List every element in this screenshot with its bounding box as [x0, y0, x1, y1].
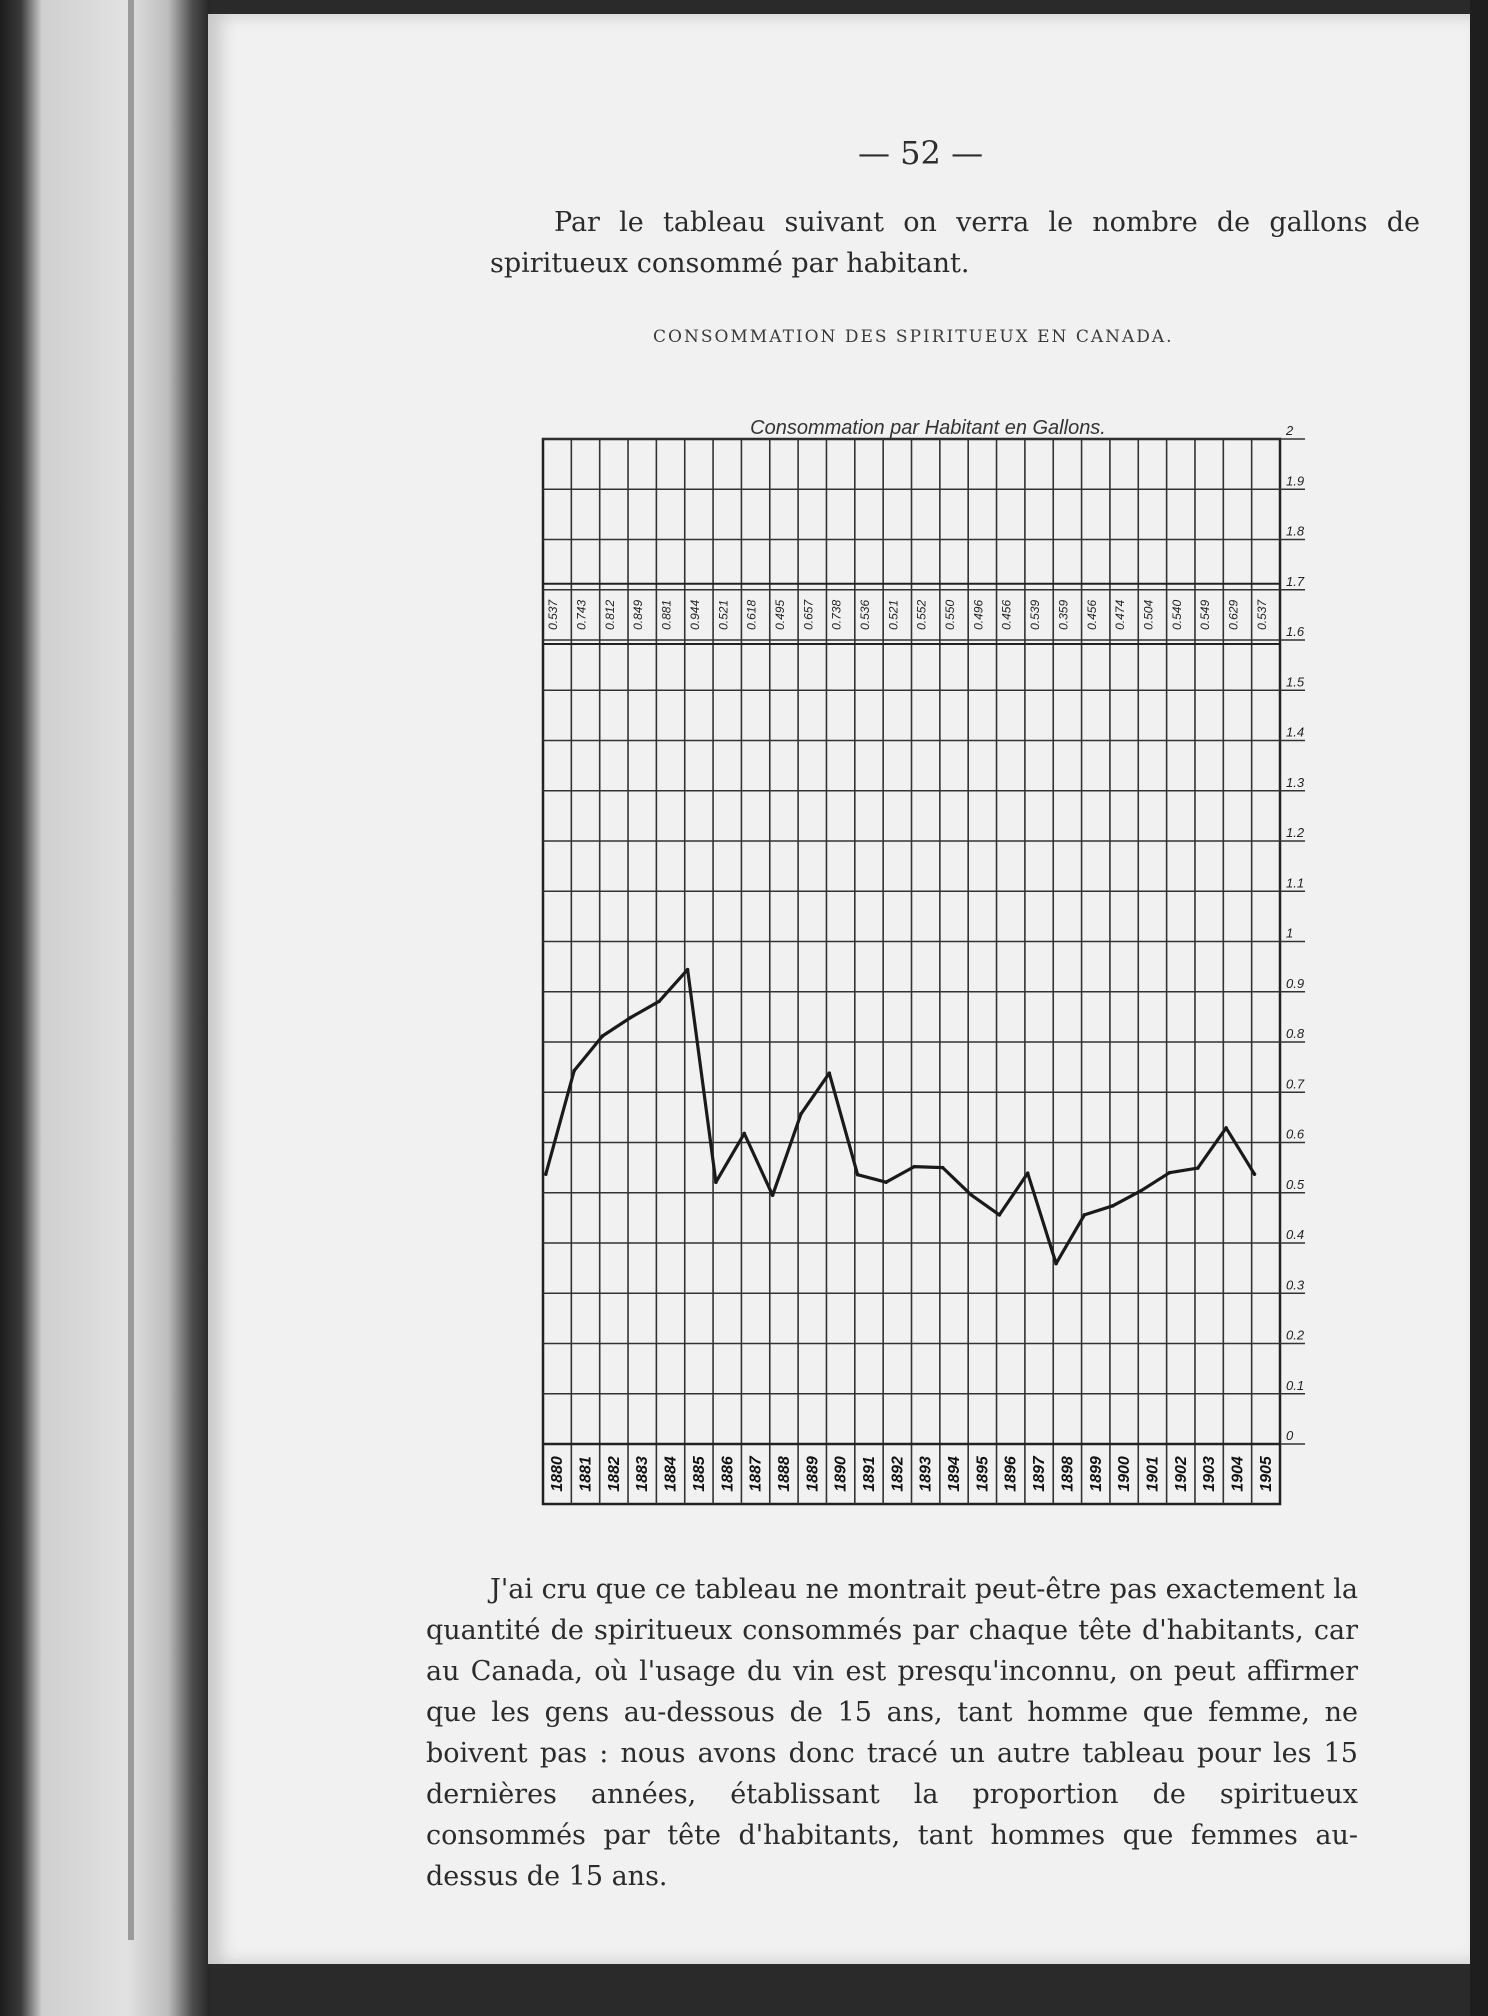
- data-point: [998, 1213, 1002, 1217]
- x-tick-label: 1893: [917, 1456, 935, 1492]
- data-point: [657, 999, 661, 1003]
- x-tick-label: 1888: [775, 1456, 793, 1492]
- data-point: [969, 1193, 973, 1197]
- data-point: [1253, 1172, 1257, 1176]
- data-point: [714, 1180, 718, 1184]
- data-value-label: 0.456: [1084, 599, 1099, 630]
- y-tick-label: 0.7: [1286, 1076, 1305, 1092]
- table-caption: CONSOMMATION DES SPIRITUEUX EN CANADA.: [653, 327, 1174, 347]
- x-tick-label: 1896: [1002, 1456, 1020, 1492]
- x-tick-label: 1900: [1116, 1456, 1134, 1492]
- x-tick-label: 1894: [946, 1456, 964, 1492]
- x-tick-label: 1901: [1144, 1456, 1162, 1492]
- y-tick-label: 0.6: [1286, 1126, 1305, 1142]
- data-value-label: 0.521: [716, 599, 731, 630]
- data-value-label: 0.496: [971, 599, 986, 630]
- y-tick-label: 0.5: [1286, 1176, 1305, 1192]
- scan-left-margin: [0, 0, 210, 2016]
- x-tick-label: 1883: [634, 1456, 652, 1492]
- data-value-label: 0.550: [943, 599, 958, 630]
- data-point: [629, 1016, 633, 1020]
- data-point: [884, 1180, 888, 1184]
- data-point: [1139, 1189, 1143, 1193]
- x-tick-label: 1890: [832, 1456, 850, 1492]
- y-tick-label: 0.1: [1286, 1377, 1305, 1393]
- data-value-label: 0.537: [1254, 599, 1269, 630]
- y-tick-label: 1.3: [1286, 774, 1305, 790]
- data-point: [1196, 1166, 1200, 1170]
- body-paragraph: J'ai cru que ce tableau ne montrait peut-être pas exactement la quantité de spiritueux consommés par chaque tête d'habitants, car au Canada, où l'usage du vin est presqu'inconnu, on peut affirmer que les gens au-dessous de 15 ans, tant homme que femme, ne boivent pas : nous avons donc tracé un autre tableau pour les 15 dernières années, établissant la proportion de spiritueux consommés par tête d'habitants, tant hommes que femmes au-dessus de 15 ans.: [426, 1574, 1358, 1892]
- y-tick-label: 1.6: [1286, 624, 1305, 639]
- x-tick-label: 1892: [889, 1456, 907, 1492]
- y-tick-label: 1.5: [1286, 674, 1305, 690]
- data-point: [799, 1112, 803, 1116]
- data-value-label: 0.539: [1028, 599, 1043, 630]
- data-value-label: 0.812: [602, 599, 617, 630]
- y-tick-label: 1.1: [1286, 875, 1305, 891]
- data-value-label: 0.944: [687, 599, 702, 630]
- data-point: [601, 1034, 605, 1038]
- data-value-label: 0.540: [1169, 599, 1184, 630]
- y-tick-label: 1.9: [1286, 473, 1305, 489]
- data-point: [1111, 1204, 1115, 1208]
- y-tick-label: 0.3: [1286, 1277, 1305, 1293]
- data-point: [771, 1193, 775, 1197]
- y-tick-label: 1: [1286, 925, 1294, 941]
- y-tick-label: 2: [1286, 423, 1294, 438]
- x-tick-label: 1904: [1229, 1456, 1247, 1492]
- series-line: [546, 970, 1255, 1264]
- data-point: [686, 968, 690, 972]
- x-tick-label: 1885: [690, 1456, 708, 1492]
- scan-right-edge: [1470, 0, 1488, 2016]
- y-tick-label: 1.8: [1286, 523, 1305, 539]
- data-value-label: 0.849: [631, 599, 646, 630]
- data-point: [827, 1071, 831, 1075]
- data-point: [1083, 1213, 1087, 1217]
- x-tick-label: 1899: [1087, 1456, 1105, 1492]
- data-point: [572, 1069, 576, 1073]
- x-tick-label: 1881: [577, 1456, 595, 1492]
- data-point: [913, 1165, 917, 1169]
- data-value-label: 0.738: [829, 599, 844, 630]
- data-value-label: 0.474: [1113, 599, 1128, 630]
- data-point: [1054, 1262, 1058, 1266]
- data-value-label: 0.629: [1226, 599, 1241, 630]
- data-value-label: 0.521: [886, 599, 901, 630]
- data-point: [1224, 1126, 1228, 1130]
- data-value-label: 0.504: [1141, 599, 1156, 630]
- x-tick-label: 1886: [719, 1456, 737, 1492]
- x-tick-label: 1891: [860, 1456, 878, 1492]
- chart-title: Consommation par Habitant en Gallons.: [750, 417, 1106, 439]
- x-tick-label: 1884: [662, 1456, 680, 1492]
- data-value-label: 0.743: [574, 599, 589, 630]
- x-tick-label: 1898: [1059, 1456, 1077, 1492]
- y-tick-label: 0.9: [1286, 975, 1305, 991]
- y-tick-label: 0: [1286, 1428, 1294, 1443]
- x-tick-label: 1889: [804, 1456, 822, 1492]
- data-point: [941, 1166, 945, 1170]
- data-value-label: 0.495: [772, 599, 787, 630]
- x-tick-label: 1887: [747, 1456, 765, 1492]
- y-tick-label: 0.4: [1286, 1227, 1305, 1242]
- y-tick-label: 1.4: [1286, 724, 1305, 740]
- book-page: [208, 14, 1470, 1964]
- x-tick-label: 1905: [1257, 1456, 1275, 1492]
- data-point: [856, 1173, 860, 1177]
- data-value-label: 0.657: [801, 599, 816, 630]
- y-tick-label: 1.7: [1286, 573, 1305, 589]
- data-point: [1168, 1171, 1172, 1175]
- data-value-label: 0.881: [659, 599, 674, 630]
- data-value-label: 0.536: [857, 599, 872, 630]
- y-tick-label: 1.2: [1286, 825, 1305, 840]
- data-value-label: 0.537: [546, 599, 561, 630]
- x-tick-label: 1902: [1172, 1456, 1190, 1492]
- data-value-label: 0.618: [744, 599, 759, 630]
- data-point: [742, 1132, 746, 1136]
- book-spine: [128, 0, 134, 1940]
- x-tick-label: 1882: [605, 1456, 623, 1492]
- data-value-label: 0.359: [1056, 599, 1071, 630]
- intro-paragraph: Par le tableau suivant on verra le nombre de gallons de spiritueux consommé par habitant.: [490, 207, 1420, 279]
- y-tick-label: 0.8: [1286, 1026, 1305, 1041]
- data-value-label: 0.456: [999, 599, 1014, 630]
- y-tick-label: 0.2: [1286, 1327, 1305, 1343]
- page-number: — 52 —: [858, 134, 984, 172]
- x-tick-label: 1880: [549, 1456, 567, 1492]
- data-value-label: 0.552: [914, 599, 929, 630]
- x-tick-label: 1895: [974, 1456, 992, 1492]
- x-tick-label: 1903: [1201, 1456, 1219, 1492]
- x-tick-label: 1897: [1031, 1456, 1049, 1492]
- data-value-label: 0.549: [1198, 599, 1213, 630]
- data-point: [1026, 1171, 1030, 1175]
- data-point: [544, 1172, 548, 1176]
